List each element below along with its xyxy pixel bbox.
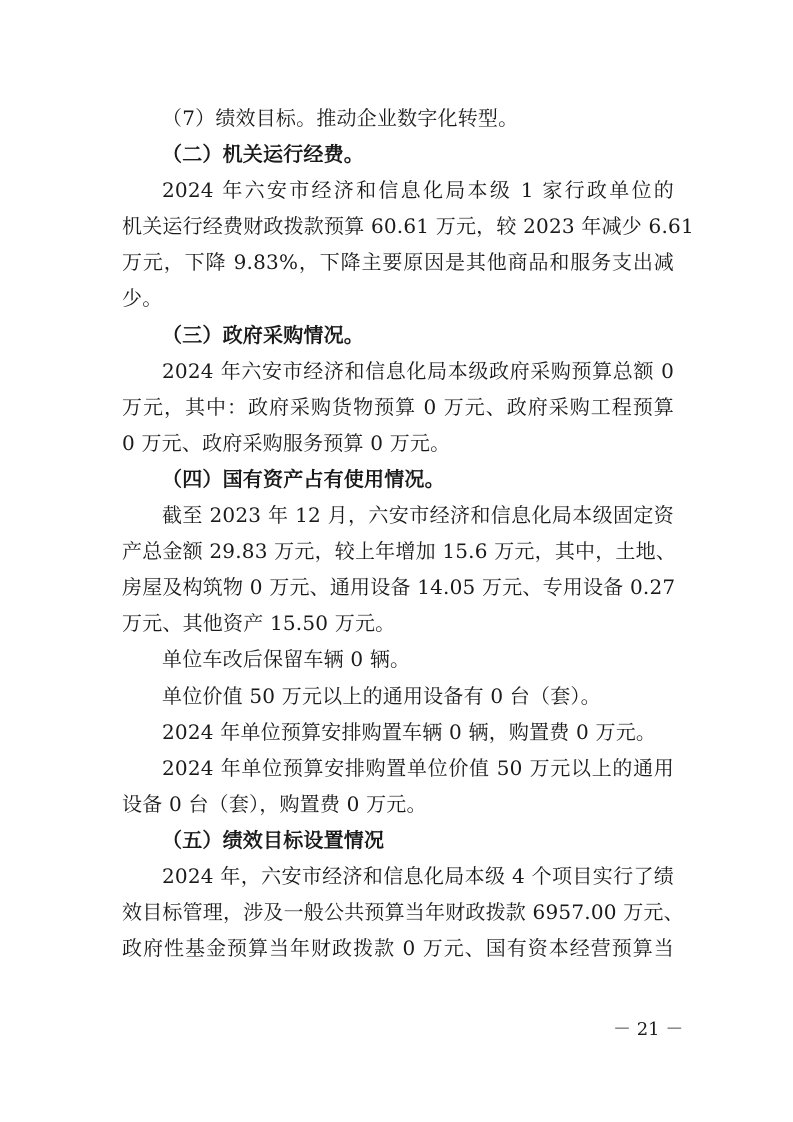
section-heading: （五）绩效目标设置情况 [162, 827, 385, 852]
paragraph-line: 单位价值 50 万元以上的通用设备有 0 台（套）。 [162, 683, 601, 708]
paragraph-line: 效目标管理，涉及一般公共预算当年财政拨款 6957.00 万元、 [122, 900, 684, 925]
paragraph-line: 2024 年单位预算安排购置单位价值 50 万元以上的通用 [162, 755, 674, 780]
section-heading: （四）国有资产占有使用情况。 [162, 466, 445, 491]
paragraph-line: 万元，下降 9.83%，下降主要原因是其他商品和服务支出减 [122, 250, 674, 275]
paragraph-line: 截至 2023 年 12 月，六安市经济和信息化局本级固定资 [162, 503, 674, 528]
paragraph-line: 2024 年，六安市经济和信息化局本级 4 个项目实行了绩 [162, 863, 674, 888]
paragraph-line: 单位车改后保留车辆 0 辆。 [162, 647, 411, 672]
paragraph-line: （7）绩效目标。推动企业数字化转型。 [162, 106, 519, 130]
paragraph-line: 2024 年六安市经济和信息化局本级 1 家行政单位的 [162, 178, 674, 203]
paragraph-line: 2024 年单位预算安排购置车辆 0 辆，购置费 0 万元。 [162, 719, 657, 744]
paragraph-line: 产总金额 29.83 万元，较上年增加 15.6 万元，其中，土地、 [122, 539, 677, 564]
paragraph-line: 少。 [122, 286, 163, 311]
paragraph-line: 万元，其中：政府采购货物预算 0 万元、政府采购工程预算 [122, 394, 674, 419]
paragraph-line: 房屋及构筑物 0 万元、通用设备 14.05 万元、专用设备 0.27 [122, 575, 676, 600]
page-number: － 21 － [613, 1019, 684, 1040]
paragraph-line: 设备 0 台（套），购置费 0 万元。 [122, 791, 427, 816]
body-text [122, 100, 694, 966]
section-heading: （二）机关运行经费。 [162, 142, 364, 167]
paragraph-line: 2024 年六安市经济和信息化局本级政府采购预算总额 0 [162, 358, 674, 383]
paragraph-line: 政府性基金预算当年财政拨款 0 万元、国有资本经营预算当 [122, 936, 674, 961]
paragraph-line: 0 万元、政府采购服务预算 0 万元。 [122, 430, 451, 455]
paragraph-line: 万元、其他资产 15.50 万元。 [122, 611, 396, 636]
paragraph-line: 机关运行经费财政拨款预算 60.61 万元，较 2023 年减少 6.61 [122, 214, 694, 239]
section-heading: （三）政府采购情况。 [162, 322, 364, 347]
